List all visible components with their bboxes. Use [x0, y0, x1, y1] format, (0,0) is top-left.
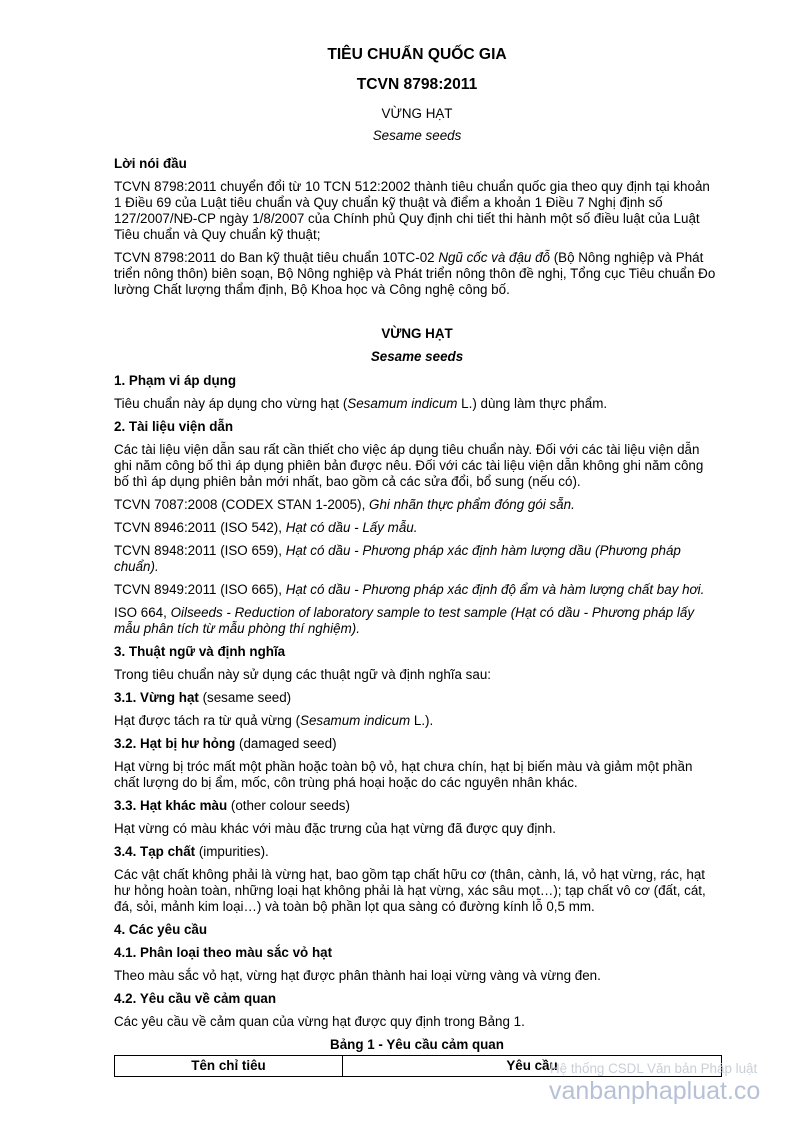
reference-item [114, 582, 720, 598]
document-page [114, 44, 720, 1077]
foreword-p2-text-a: TCVN 8798:2011 do Ban kỹ thuật tiêu chuẩn 10TC-02 [114, 250, 439, 265]
term-3-4-definition: Các vật chất không phải là vừng hạt, bao gồm tạp chất hữu cơ (thân, cành, lá, vỏ hạt vừng, rác, hạt hư hỏng hoàn toàn, những loại hạt không phải là hạt vừng, xác sâu mọt…); tạp chất vô cơ (đất, cát, đá, sỏi, mảnh kim loại…) và toàn bộ phần lọt qua sàng có đường kính lỗ 0,5 mm. [114, 867, 706, 914]
term-3-4 [114, 844, 720, 860]
reference-item [114, 605, 720, 637]
standard-name-vi: VỪNG HẠT [381, 106, 453, 121]
term-3-4-en: (impurities). [195, 844, 269, 859]
s1-text-b: L.) dùng làm thực phẩm. [457, 396, 608, 411]
section-4-1-heading: 4.1. Phân loại theo màu sắc vỏ hạt [114, 945, 333, 960]
section-4-heading: 4. Các yêu cầu [114, 922, 208, 937]
section-3-heading: 3. Thuật ngữ và định nghĩa [114, 644, 286, 659]
foreword-p2-text-b: (Bộ Nông nghiệp và Phát triển nông thôn) biên soạn, Bộ Nông nghiệp và Phát triển nông thôn đề nghị, Tổng cục Tiêu chuẩn Đo lường Chất lượng thẩm định, Bộ Khoa học và Công nghệ công bố. [114, 250, 716, 297]
reference-item [114, 497, 720, 513]
reference-item [114, 520, 720, 536]
foreword-paragraph-2 [114, 250, 720, 298]
section-1-paragraph [114, 396, 720, 412]
term-3-2-label: 3.2. Hạt bị hư hỏng [114, 736, 236, 751]
t1-def-italic: Sesamum indicum [300, 713, 411, 728]
t1-def-a: Hạt được tách ra từ quả vừng ( [114, 713, 301, 728]
term-3-3-en: (other colour seeds) [227, 798, 350, 813]
term-3-2-en: (damaged seed) [235, 736, 337, 751]
reference-title: Hạt có dầu - Phương pháp xác định độ ẩm và hàm lượng chất bay hơi. [285, 582, 705, 597]
reference-item [114, 543, 720, 575]
foreword-paragraph-1: TCVN 8798:2011 chuyển đổi từ 10 TCN 512:2002 thành tiêu chuẩn quốc gia theo quy định tại khoản 1 Điều 69 của Luật tiêu chuẩn và Quy chuẩn kỹ thuật và điểm a khoản 1 Điều 7 Nghị định số 127/2007/NĐ-CP ngày 1/8/2007 của Chính phủ Quy định chi tiết thi hành một số điều luật của Luật Tiêu chuẩn và Quy chuẩn kỹ thuật; [114, 179, 710, 242]
term-3-1-label: 3.1. Vừng hạt [114, 690, 199, 705]
table-header-criterion: Tên chỉ tiêu [115, 1056, 343, 1077]
t1-def-b: L.). [410, 713, 434, 728]
term-3-3 [114, 798, 720, 814]
reference-title: Oilseeds - Reduction of laboratory sample to test sample (Hạt có dầu - Phương pháp lấy mẫu phân tích từ mẫu phòng thí nghiệm). [114, 605, 695, 636]
main-title: VỪNG HẠT [381, 326, 453, 341]
table-header-requirement: Yêu cầu [343, 1056, 722, 1077]
reference-title: Hạt có dầu - Phương pháp xác định hàm lượng dầu (Phương pháp chuẩn). [114, 543, 681, 574]
foreword-heading: Lời nói đầu [114, 156, 187, 171]
section-2-heading: 2. Tài liệu viện dẫn [114, 419, 234, 434]
standard-name-en: Sesame seeds [372, 128, 462, 143]
term-3-3-definition: Hạt vừng có màu khác với màu đặc trưng của hạt vừng đã được quy định. [114, 821, 556, 836]
foreword-p2-italic: Ngũ cốc và đậu đỗ [438, 250, 550, 265]
standard-code: TCVN 8798:2011 [356, 76, 478, 93]
reference-title: Ghi nhãn thực phẩm đóng gói sẵn. [369, 497, 575, 512]
section-4-1-paragraph: Theo màu sắc vỏ hạt, vừng hạt được phân thành hai loại vừng vàng và vừng đen. [114, 968, 601, 983]
section-1-heading: 1. Phạm vi áp dụng [114, 373, 237, 388]
watermark-line-2: vanbanphapluat.co [549, 1077, 761, 1105]
term-3-1-definition [114, 713, 720, 729]
section-2-intro: Các tài liệu viện dẫn sau rất cần thiết cho việc áp dụng tiêu chuẩn này. Đối với các tài liệu viện dẫn ghi năm công bố thì áp dụng phiên bản được nêu. Đối với các tài liệu viện dẫn không ghi năm công bố thì áp dụng phiên bản mới nhất, bao gồm cả các sửa đổi, bổ sung (nếu có). [114, 442, 704, 489]
s1-italic: Sesamum indicum [347, 396, 458, 411]
main-subtitle: Sesame seeds [370, 349, 464, 364]
s1-text-a: Tiêu chuẩn này áp dụng cho vừng hạt ( [114, 396, 348, 411]
reference-code: TCVN 8949:2011 (ISO 665), [114, 582, 286, 597]
reference-code: TCVN 8948:2011 (ISO 659), [114, 543, 286, 558]
term-3-2-definition: Hạt vừng bị tróc mất một phần hoặc toàn bộ vỏ, hạt chưa chín, hạt bị biến màu và giảm một phần chất lượng do bị ẩm, mốc, côn trùng phá hoại hoặc do các nguyên nhân khác. [114, 759, 693, 790]
reference-code: TCVN 7087:2008 (CODEX STAN 1-2005), [114, 497, 370, 512]
term-3-3-label: 3.3. Hạt khác màu [114, 798, 228, 813]
term-3-2 [114, 736, 720, 752]
section-4-2-heading: 4.2. Yêu cầu về cảm quan [114, 991, 277, 1006]
section-3-intro: Trong tiêu chuẩn này sử dụng các thuật ngữ và định nghĩa sau: [114, 667, 491, 682]
reference-code: ISO 664, [114, 605, 171, 620]
term-3-1 [114, 690, 720, 706]
watermark-line-1: Hệ thống CSDL Văn bản Pháp luật [550, 1061, 758, 1076]
document-title: TIÊU CHUẨN QUỐC GIA [327, 46, 507, 63]
section-4-2-paragraph: Các yêu cầu về cảm quan của vừng hạt được quy định trong Bảng 1. [114, 1014, 525, 1029]
reference-title: Hạt có dầu - Lấy mẫu. [285, 520, 418, 535]
table-1-caption: Bảng 1 - Yêu cầu cảm quan [330, 1037, 504, 1052]
term-3-1-en: (sesame seed) [198, 690, 292, 705]
reference-code: TCVN 8946:2011 (ISO 542), [114, 520, 286, 535]
term-3-4-label: 3.4. Tạp chất [114, 844, 196, 859]
